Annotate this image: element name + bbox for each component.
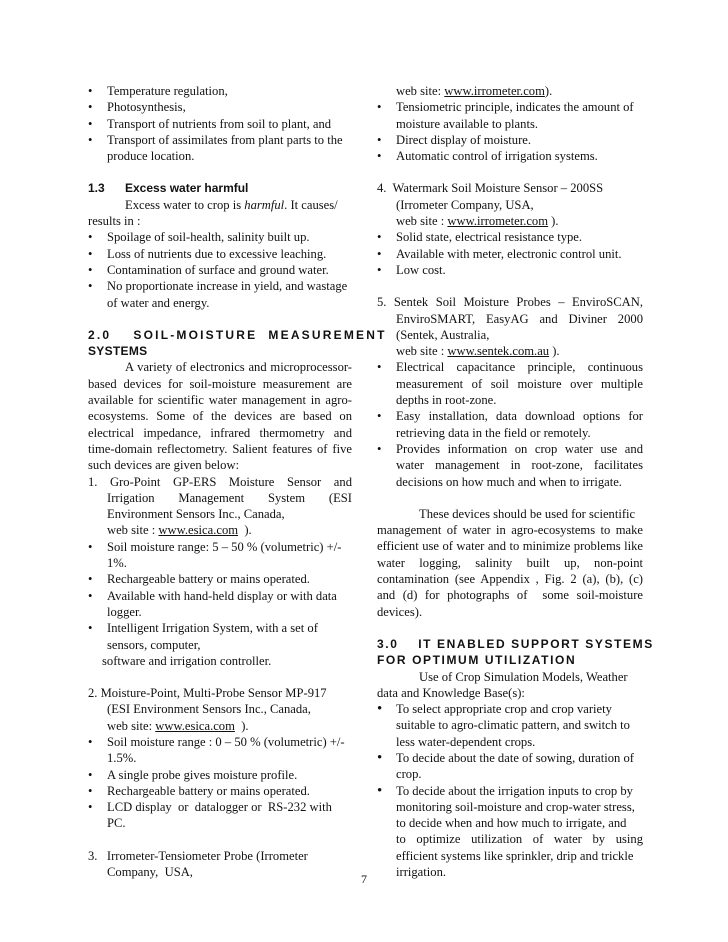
list-item-continuation: monitoring soil-moisture and crop-water stress, <box>396 799 635 814</box>
list-item: • LCD display or datalogger or RS-232 with <box>88 800 332 815</box>
website-link[interactable]: www.irrometer.com <box>444 84 545 98</box>
list-item-continuation: to decide when and how much to irrigate, and <box>396 816 627 831</box>
list-item: • Provides information on crop water use and <box>377 441 643 456</box>
list-item: • Rechargeable battery or mains operated. <box>88 572 310 587</box>
list-item-continuation: retrieving data in the field or remotely. <box>396 425 591 440</box>
website-link[interactable]: www.sentek.com.au <box>447 344 550 359</box>
section-heading-cont: FOR OPTIMUM UTILIZATION <box>377 653 577 668</box>
list-item-continuation: crop. <box>396 767 422 782</box>
section-3-0 <box>377 636 654 880</box>
list-item: • Contamination of surface and ground water. <box>88 262 329 277</box>
paragraph-line: water logging, salinity built up, non-point <box>377 555 643 570</box>
list-item-continuation: software and irrigation controller. <box>102 653 272 668</box>
list-item-continuation: produce location. <box>107 149 195 164</box>
paragraph-line: such devices are given below: <box>88 458 240 473</box>
list-item: • Temperature regulation, <box>88 84 228 98</box>
list-item-continuation: logger. <box>107 604 142 619</box>
paragraph-line: electrical impedance, infrared thermometry and <box>88 425 352 440</box>
device-website: web site : www.irrometer.com ). <box>396 214 559 229</box>
list-item-continuation: depths in root-zone. <box>396 393 497 408</box>
device-title-cont: Irrigation Management System (ESI <box>107 490 352 505</box>
device-website: web site : www.sentek.com.au ). <box>396 344 560 359</box>
list-item: • Photosynthesis, <box>88 100 186 115</box>
paragraph-line: based devices for soil-moisture measurement are <box>88 376 352 391</box>
website-link[interactable]: www.esica.com <box>158 523 239 538</box>
list-item: • A single probe gives moisture profile. <box>88 767 298 782</box>
list-item-continuation: moisture available to plants. <box>396 116 538 131</box>
list-item: • Direct display of moisture. <box>377 132 532 147</box>
list-item-continuation: of water and energy. <box>107 295 210 310</box>
paragraph-line: contamination (see Appendix , Fig. 2 (a), (b), (c) <box>377 572 643 587</box>
list-item: • Soil moisture range : 0 – 50 % (volumetric) +/- <box>88 734 345 749</box>
list-item-continuation: sensors, computer, <box>107 637 201 652</box>
section-heading-cont: SYSTEMS <box>88 344 148 359</box>
paragraph-line: devices). <box>377 604 423 619</box>
list-item: • Intelligent Irrigation System, with a set of <box>88 621 318 636</box>
device-website: web site: www.esica.com ). <box>107 718 249 733</box>
device-website: web site: www.irrometer.com). <box>396 84 553 98</box>
device-title: 1. Gro-Point GP-ERS Moisture Sensor and <box>88 474 352 489</box>
device-title-cont: (ESI Environment Sensors Inc., Canada, <box>107 702 311 717</box>
paragraph-line: and (d) for photographs of some soil-moisture <box>377 588 643 603</box>
list-item-continuation: measurement of soil moisture over multiple <box>396 376 643 391</box>
right-column <box>377 83 654 880</box>
device-3-continued <box>377 83 643 164</box>
left-column <box>88 83 387 880</box>
list-item-continuation: irrigation. <box>396 865 447 880</box>
list-item: • Transport of assimilates from plant parts to the <box>88 132 343 147</box>
section-1-3 <box>88 180 352 310</box>
paragraph-line: ecosystems. Some of the devices are based on <box>88 409 352 424</box>
paragraph-line: These devices should be used for scientific <box>419 506 636 521</box>
device-title-cont: EnviroSMART, EasyAG and Diviner 2000 <box>396 311 643 326</box>
section-intro-cont: data and Knowledge Base(s): <box>377 685 525 700</box>
device-4 <box>377 180 643 278</box>
list-item-continuation: PC. <box>107 816 126 831</box>
list-item: • Rechargeable battery or mains operated. <box>88 783 310 798</box>
list-item: • No proportionate increase in yield, and wastage <box>88 279 348 294</box>
paragraph-line: A variety of electronics and microprocessor- <box>125 360 352 375</box>
device-5 <box>377 294 643 490</box>
list-item: • Loss of nutrients due to excessive leaching. <box>88 246 327 261</box>
section-intro: Use of Crop Simulation Models, Weather <box>419 669 628 684</box>
section-2-0 <box>88 327 387 474</box>
device-title-cont: Company, USA, <box>107 865 193 880</box>
website-link[interactable]: www.irrometer.com <box>447 214 549 229</box>
list-item: • Tensiometric principle, indicates the amount of <box>377 100 634 115</box>
device-title: 2. Moisture-Point, Multi-Probe Sensor MP-917 <box>88 686 327 701</box>
functions-list <box>88 83 352 164</box>
list-item: • To decide about the date of sowing, duration of <box>377 749 634 766</box>
section-intro: Excess water to crop is harmful. It causes/ <box>125 197 338 212</box>
closing-paragraph <box>377 506 643 620</box>
page-number: 7 <box>361 872 367 886</box>
list-item-continuation: 1.5%. <box>107 751 137 766</box>
list-item-continuation: less water-dependent crops. <box>396 734 536 749</box>
device-1 <box>88 474 352 670</box>
section-intro-cont: results in : <box>88 214 141 229</box>
paragraph-line: available for scientific water management in agro- <box>88 393 352 408</box>
list-item-continuation: to optimize utilization of water by using <box>396 832 643 847</box>
section-heading: 2.0 SOIL-MOISTURE MEASUREMENT <box>88 327 387 342</box>
list-item: • Available with meter, electronic control unit. <box>377 246 622 261</box>
device-2 <box>88 685 352 832</box>
list-item: • Available with hand-held display or with data <box>88 588 337 603</box>
device-title-cont: Environment Sensors Inc., Canada, <box>107 507 285 522</box>
list-item: • Easy installation, data download options for <box>377 409 643 424</box>
device-title-cont: (Irrometer Company, USA, <box>396 197 534 212</box>
list-item: • To select appropriate crop and crop variety <box>377 701 612 718</box>
list-item: • Spoilage of soil-health, salinity built up. <box>88 230 310 245</box>
paragraph-line: time-domain reflectometry. Salient features of five <box>88 441 352 456</box>
device-title-cont: (Sentek, Australia, <box>396 327 490 342</box>
list-item: • Solid state, electrical resistance type. <box>377 230 583 245</box>
list-item: • To decide about the irrigation inputs to crop by <box>377 782 633 799</box>
list-item: • Transport of nutrients from soil to plant, and <box>88 116 332 131</box>
list-item: • Low cost. <box>377 262 446 277</box>
paragraph-line: management of water in agro-ecosystems to make <box>377 523 643 538</box>
paragraph-line: efficient use of water and to minimize problems like <box>377 539 643 554</box>
website-link[interactable]: www.esica.com <box>155 718 235 733</box>
list-item: • Automatic control of irrigation systems. <box>377 149 598 164</box>
list-item-continuation: water management in root-zone, facilitates <box>396 458 643 473</box>
list-item: • Electrical capacitance principle, continuous <box>377 360 643 375</box>
device-title: 3. Irrometer-Tensiometer Probe (Irrometer <box>88 848 308 863</box>
list-item-continuation: suitable to agro-climatic pattern, and switch to <box>396 718 630 733</box>
section-heading: 3.0 IT ENABLED SUPPORT SYSTEMS <box>377 636 654 651</box>
list-item-continuation: decisions on how much and when to irrigate. <box>396 474 622 489</box>
device-title: 5. Sentek Soil Moisture Probes – EnviroSCAN, <box>377 295 643 310</box>
section-heading: 1.3 Excess water harmful <box>88 181 249 196</box>
list-item-continuation: efficient systems like sprinkler, drip and trickle <box>396 848 634 863</box>
list-item: • Soil moisture range: 5 – 50 % (volumetric) +/- <box>88 539 342 554</box>
device-website: web site : www.esica.com ). <box>107 523 252 538</box>
list-item-continuation: 1%. <box>107 556 127 571</box>
device-title: 4. Watermark Soil Moisture Sensor – 200SS <box>377 181 604 196</box>
